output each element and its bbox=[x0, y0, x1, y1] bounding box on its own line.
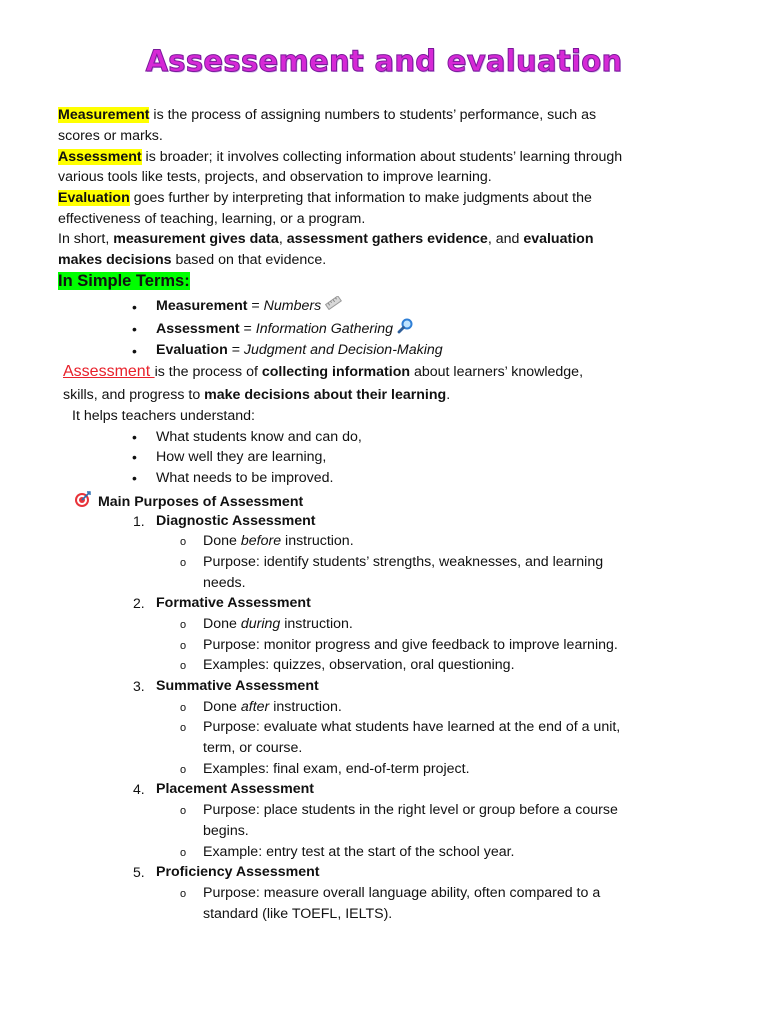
measurement-line-1 bbox=[58, 105, 596, 125]
def-text: is the process of bbox=[154, 364, 262, 380]
purpose-detail: Purpose: place students in the right level or group before a course bbox=[203, 802, 618, 818]
list-item: What needs to be improved. bbox=[156, 470, 334, 486]
measurement-text: is the process of assigning numbers to students’ performance, such as bbox=[149, 107, 597, 123]
purpose-detail: Purpose: identify students’ strengths, weaknesses, and learning bbox=[203, 554, 604, 570]
purpose-detail: Purpose: evaluate what students have learned at the end of a unit, bbox=[203, 719, 621, 735]
term-label: Evaluation bbox=[156, 342, 228, 358]
circle-bullet-icon: o bbox=[180, 847, 187, 859]
bullet-icon: • bbox=[132, 429, 137, 445]
purpose-detail: Example: entry test at the start of the school year. bbox=[203, 844, 515, 860]
purpose-title-text: Diagnostic Assessment bbox=[156, 513, 316, 529]
purpose-title bbox=[156, 511, 316, 531]
def-text: . bbox=[446, 387, 451, 403]
detail-text: Done bbox=[203, 533, 241, 549]
purpose-detail bbox=[203, 531, 354, 551]
simple-term-item bbox=[156, 296, 342, 316]
detail-text: instruction. bbox=[269, 699, 342, 715]
evaluation-term: Evaluation bbox=[58, 190, 130, 206]
list-item: What students know and can do, bbox=[156, 429, 362, 445]
summary-text: based on that evidence. bbox=[171, 252, 327, 268]
bullet-icon: • bbox=[132, 449, 137, 465]
simple-term-item bbox=[156, 340, 443, 360]
list-number: 3. bbox=[133, 678, 145, 694]
def-bold: collecting information bbox=[261, 364, 411, 380]
purpose-title bbox=[156, 676, 319, 696]
term-meaning: Judgment and Decision-Making bbox=[243, 342, 443, 358]
evaluation-text: goes further by interpreting that information to make judgments about the bbox=[129, 190, 592, 206]
circle-bullet-icon: o bbox=[180, 764, 187, 776]
purpose-detail: Examples: quizzes, observation, oral questioning. bbox=[203, 657, 515, 673]
equals-sign: = bbox=[247, 298, 264, 314]
circle-bullet-icon: o bbox=[180, 557, 187, 569]
purpose-detail: Examples: final exam, end-of-term project. bbox=[203, 761, 470, 777]
purpose-detail: standard (like TOEFL, IELTS). bbox=[203, 906, 393, 922]
bullet-icon: • bbox=[132, 321, 137, 337]
summary-bold: measurement gives data bbox=[113, 231, 279, 247]
circle-bullet-icon: o bbox=[180, 640, 187, 652]
bullet-icon: • bbox=[132, 299, 137, 315]
def-text: skills, and progress to bbox=[63, 387, 205, 403]
assessment-term: Assessment bbox=[58, 149, 142, 165]
purpose-title-text: Placement Assessment bbox=[156, 781, 314, 797]
equals-sign: = bbox=[227, 342, 244, 358]
summary-bold: evaluation bbox=[523, 231, 594, 247]
simple-terms-heading bbox=[58, 271, 190, 292]
summary-text: , bbox=[278, 231, 287, 247]
detail-text: Done bbox=[203, 699, 241, 715]
list-number: 2. bbox=[133, 595, 145, 611]
summary-line-1 bbox=[58, 229, 593, 249]
circle-bullet-icon: o bbox=[180, 702, 187, 714]
detail-italic: before bbox=[240, 533, 282, 549]
circle-bullet-icon: o bbox=[180, 805, 187, 817]
purpose-title bbox=[156, 779, 314, 799]
evaluation-line-2: effectiveness of teaching, learning, or a program. bbox=[58, 211, 366, 227]
simple-term-item bbox=[156, 318, 414, 340]
detail-text: Done bbox=[203, 616, 241, 632]
summary-text: In short, bbox=[58, 231, 114, 247]
purpose-detail: needs. bbox=[203, 575, 246, 591]
term-label: Assessment bbox=[156, 320, 240, 337]
measurement-term: Measurement bbox=[58, 107, 150, 123]
detail-italic: during bbox=[240, 616, 281, 632]
purpose-detail: Purpose: monitor progress and give feedback to improve learning. bbox=[203, 637, 618, 653]
summary-line-2 bbox=[58, 250, 326, 270]
term-meaning: Numbers bbox=[263, 298, 322, 314]
page-title: Assessement and evaluation bbox=[145, 44, 623, 78]
assessment-def-line-2 bbox=[63, 385, 450, 405]
summary-bold: makes decisions bbox=[58, 252, 172, 268]
detail-italic: after bbox=[240, 699, 270, 715]
purpose-detail bbox=[203, 697, 342, 717]
purposes-heading-text: Main Purposes of Assessment bbox=[97, 494, 304, 511]
summary-bold: assessment gathers evidence bbox=[286, 231, 488, 247]
circle-bullet-icon: o bbox=[180, 722, 187, 734]
bullet-icon: • bbox=[132, 470, 137, 486]
magnifier-icon bbox=[397, 318, 414, 340]
purpose-detail: Purpose: measure overall language ability, often compared to a bbox=[203, 885, 601, 901]
purpose-title-text: Summative Assessment bbox=[156, 678, 319, 694]
list-number: 1. bbox=[133, 513, 145, 529]
simple-terms-heading-text: In Simple Terms: bbox=[58, 272, 190, 290]
term-label: Measurement bbox=[156, 298, 248, 314]
equals-sign: = bbox=[239, 320, 256, 337]
purpose-title bbox=[156, 593, 311, 613]
assessment-heading-term: Assessment bbox=[63, 363, 155, 380]
assessment-def-line-1 bbox=[63, 362, 583, 382]
assessment-text: is broader; it involves collecting information about students’ learning through bbox=[141, 149, 623, 165]
list-number: 5. bbox=[133, 864, 145, 880]
detail-text: instruction. bbox=[281, 533, 354, 549]
purpose-detail: term, or course. bbox=[203, 740, 303, 756]
target-icon bbox=[74, 491, 91, 514]
circle-bullet-icon: o bbox=[180, 888, 187, 900]
helps-teachers-line: It helps teachers understand: bbox=[72, 408, 255, 424]
ruler-icon bbox=[325, 296, 342, 316]
purpose-title-text: Proficiency Assessment bbox=[156, 864, 320, 880]
list-number: 4. bbox=[133, 781, 145, 797]
measurement-line-2: scores or marks. bbox=[58, 128, 163, 144]
detail-text: instruction. bbox=[280, 616, 353, 632]
evaluation-line-1 bbox=[58, 188, 592, 208]
term-meaning: Information Gathering bbox=[255, 320, 394, 337]
summary-text: , and bbox=[487, 231, 524, 247]
def-text: about learners’ knowledge, bbox=[410, 364, 584, 380]
purpose-detail: begins. bbox=[203, 823, 249, 839]
def-bold: make decisions about their learning bbox=[204, 387, 447, 403]
assessment-line-2: various tools like tests, projects, and observation to improve learning. bbox=[58, 169, 492, 185]
purpose-title bbox=[156, 862, 320, 882]
purpose-detail bbox=[203, 614, 353, 634]
circle-bullet-icon: o bbox=[180, 536, 187, 548]
assessment-line-1 bbox=[58, 147, 622, 167]
circle-bullet-icon: o bbox=[180, 660, 187, 672]
circle-bullet-icon: o bbox=[180, 619, 187, 631]
purpose-title-text: Formative Assessment bbox=[156, 595, 311, 611]
list-item: How well they are learning, bbox=[156, 449, 327, 465]
bullet-icon: • bbox=[132, 343, 137, 359]
